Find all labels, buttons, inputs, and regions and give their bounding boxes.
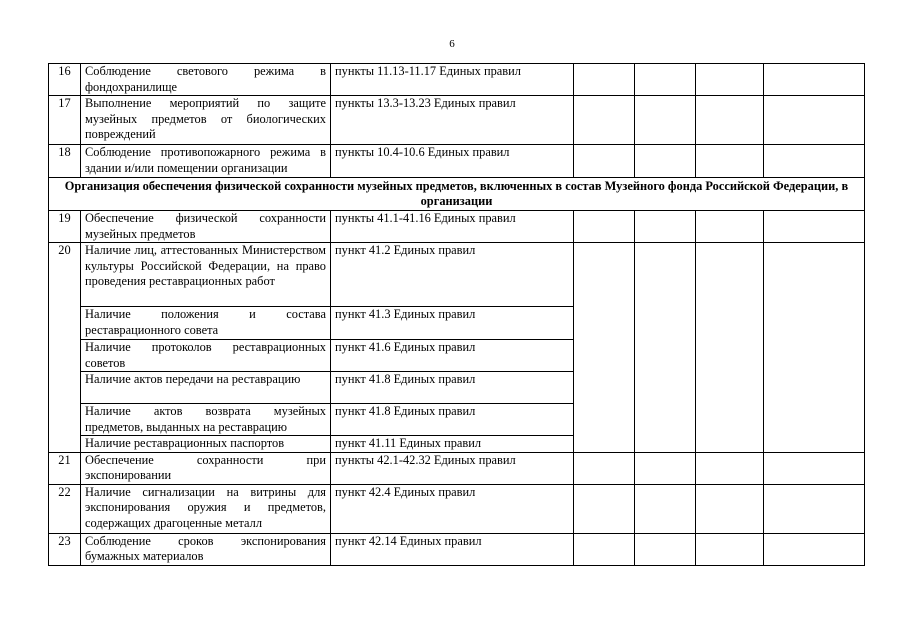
empty-cell bbox=[696, 533, 764, 565]
table-row bbox=[49, 533, 865, 565]
table-row bbox=[49, 484, 865, 533]
empty-cell bbox=[696, 96, 764, 145]
empty-cell bbox=[635, 452, 696, 484]
requirement-cell: Выполнение мероприятий по защите музейных предметов от биологических повреждений bbox=[81, 96, 331, 145]
table-row bbox=[49, 452, 865, 484]
reference-cell: пункт 41.6 Единых правил bbox=[331, 340, 574, 372]
row-number: 23 bbox=[49, 533, 81, 565]
empty-cell bbox=[696, 243, 764, 453]
requirement-cell: Наличие лиц, аттестованных Министерством культуры Российской Федерации, на право проведения реставрационных работ bbox=[81, 243, 331, 307]
empty-cell bbox=[764, 145, 865, 178]
empty-cell bbox=[764, 96, 865, 145]
empty-cell bbox=[635, 96, 696, 145]
empty-cell bbox=[574, 452, 635, 484]
table-row bbox=[49, 211, 865, 243]
table-row bbox=[49, 243, 865, 307]
reference-cell: пункты 42.1-42.32 Единых правил bbox=[331, 452, 574, 484]
empty-cell bbox=[574, 533, 635, 565]
reference-cell: пункт 41.8 Единых правил bbox=[331, 404, 574, 436]
reference-cell: пункт 42.14 Единых правил bbox=[331, 533, 574, 565]
empty-cell bbox=[696, 145, 764, 178]
empty-cell bbox=[696, 452, 764, 484]
table-row bbox=[49, 96, 865, 145]
empty-cell bbox=[764, 64, 865, 96]
row-number: 19 bbox=[49, 211, 81, 243]
requirement-cell: Соблюдение светового режима в фондохранилище bbox=[81, 64, 331, 96]
reference-cell: пункт 41.3 Единых правил bbox=[331, 307, 574, 340]
empty-cell bbox=[764, 211, 865, 243]
reference-cell: пункты 10.4-10.6 Единых правил bbox=[331, 145, 574, 178]
empty-cell bbox=[574, 243, 635, 453]
row-number: 21 bbox=[49, 452, 81, 484]
reference-cell: пункты 11.13-11.17 Единых правил bbox=[331, 64, 574, 96]
empty-cell bbox=[635, 145, 696, 178]
section-heading: Организация обеспечения физической сохранности музейных предметов, включенных в состав Музейного фонда Российской Федерации, в организации bbox=[49, 178, 865, 211]
empty-cell bbox=[635, 484, 696, 533]
empty-cell bbox=[764, 484, 865, 533]
requirement-cell: Наличие сигнализации на витрины для экспонирования оружия и предметов, содержащих драгоценные металл bbox=[81, 484, 331, 533]
reference-cell: пункты 41.1-41.16 Единых правил bbox=[331, 211, 574, 243]
reference-cell: пункты 13.3-13.23 Единых правил bbox=[331, 96, 574, 145]
row-number: 17 bbox=[49, 96, 81, 145]
reference-cell: пункт 42.4 Единых правил bbox=[331, 484, 574, 533]
row-number: 20 bbox=[49, 243, 81, 453]
requirement-cell: Обеспечение физической сохранности музейных предметов bbox=[81, 211, 331, 243]
row-number: 16 bbox=[49, 64, 81, 96]
empty-cell bbox=[764, 533, 865, 565]
row-number: 18 bbox=[49, 145, 81, 178]
row-number: 22 bbox=[49, 484, 81, 533]
empty-cell bbox=[574, 145, 635, 178]
requirement-cell: Наличие положения и состава реставрационного совета bbox=[81, 307, 331, 340]
empty-cell bbox=[696, 64, 764, 96]
requirement-cell: Наличие актов возврата музейных предметов, выданных на реставрацию bbox=[81, 404, 331, 436]
empty-cell bbox=[635, 64, 696, 96]
empty-cell bbox=[574, 484, 635, 533]
empty-cell bbox=[764, 243, 865, 453]
table-row bbox=[49, 145, 865, 178]
empty-cell bbox=[696, 211, 764, 243]
empty-cell bbox=[574, 211, 635, 243]
page-number: 6 bbox=[449, 38, 455, 50]
empty-cell bbox=[696, 484, 764, 533]
table-row bbox=[49, 64, 865, 96]
requirement-cell: Наличие протоколов реставрационных советов bbox=[81, 340, 331, 372]
requirement-cell: Соблюдение противопожарного режима в здании и/или помещении организации bbox=[81, 145, 331, 178]
empty-cell bbox=[635, 243, 696, 453]
reference-cell: пункт 41.8 Единых правил bbox=[331, 372, 574, 404]
reference-cell: пункт 41.2 Единых правил bbox=[331, 243, 574, 307]
empty-cell bbox=[635, 211, 696, 243]
empty-cell bbox=[764, 452, 865, 484]
empty-cell bbox=[574, 96, 635, 145]
empty-cell bbox=[635, 533, 696, 565]
requirement-cell: Наличие реставрационных паспортов bbox=[81, 436, 331, 453]
requirement-cell: Соблюдение сроков экспонирования бумажных материалов bbox=[81, 533, 331, 565]
section-heading-row bbox=[49, 178, 865, 211]
checklist-table bbox=[48, 63, 865, 566]
requirement-cell: Обеспечение сохранности при экспонировании bbox=[81, 452, 331, 484]
requirement-cell: Наличие актов передачи на реставрацию bbox=[81, 372, 331, 404]
reference-cell: пункт 41.11 Единых правил bbox=[331, 436, 574, 453]
empty-cell bbox=[574, 64, 635, 96]
